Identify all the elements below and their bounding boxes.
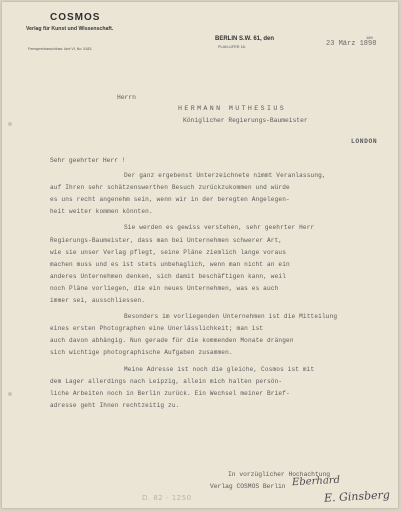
- body-line: dem Lager allerdings nach Leipzig, allein mich halten persön-: [50, 377, 283, 385]
- body-line: Der ganz ergebenst Unterzeichnete nimmt Veranlassung,: [124, 172, 326, 179]
- body-line: auch davon abhängig. Nun gerade für die kommenden Monate drängen: [50, 337, 294, 345]
- body-line: heit weiter kommen könnten.: [50, 208, 153, 216]
- body-line: liche Arbeiten noch in Berlin zurück. Ein Wechsel meiner Brief-: [50, 389, 290, 397]
- letter-closing: In vorzüglicher Hochachtung: [228, 471, 331, 478]
- recipient-name: HERMANN MUTHESIUS: [178, 105, 287, 112]
- body-line: Sie werden es gewiss verstehen, sehr geehrter Herr: [124, 224, 315, 232]
- body-line: eines ersten Photographen eine Unerlässlichkeit; man ist: [50, 325, 264, 333]
- body-line: Meine Adresse ist noch die gleiche, Cosmos ist mit: [124, 365, 315, 373]
- body-line: machen muss und es ist stets unbehaglich, wenn man nicht an ein: [50, 260, 290, 268]
- recipient-title: Königlicher Regierungs-Baumeister: [183, 117, 308, 124]
- handwritten-signature: Eberhard: [291, 474, 341, 489]
- firm-signature-line: Verlag COSMOS Berlin: [210, 483, 286, 490]
- punch-hole: [8, 122, 12, 126]
- punch-hole: [8, 392, 12, 396]
- body-line: es uns recht angenehm sein, wenn wir in der beregten Angelegen-: [50, 196, 290, 204]
- address-salutation: Herrn: [117, 94, 136, 101]
- letter-date: 23 März 1898: [326, 40, 377, 48]
- handwritten-signature-second: E. Ginsberg: [323, 488, 391, 505]
- letter-sheet: [2, 2, 398, 508]
- letterhead-street: PLAN-UFER 18.: [218, 45, 246, 49]
- letterhead-city: BERLIN S.W. 61, den: [215, 36, 275, 42]
- body-line: noch Pläne vorliegen, die ein neues Unternehmen, was es auch: [50, 284, 279, 292]
- letterhead-subtitle: Verlag für Kunst und Wissenschaft.: [26, 26, 114, 32]
- letterhead-firm: COSMOS: [50, 12, 101, 23]
- body-line: Regierungs-Baumeister, dass man bei Unternehmen schwerer Art,: [50, 236, 283, 244]
- body-line: auf Ihren sehr schätzenswerthen Besuch zurückzukommen und würde: [50, 184, 290, 192]
- body-line: wie sie unser Verlag pflegt, seine Pläne ziemlich lange voraus: [50, 248, 287, 256]
- recipient-city: LONDON: [351, 138, 378, 145]
- body-line: anderes Unternehmen denken, sich damit beschäftigen kann, weil: [50, 272, 287, 280]
- letter-greeting: Sehr geehrter Herr !: [50, 157, 126, 164]
- body-line: sich wichtige photographische Aufgaben zusammen.: [50, 349, 233, 357]
- body-line: Besonders im vorliegenden Unternehmen ist die Mitteilung: [124, 313, 338, 321]
- letterhead-phone-line: Fernsprechanschluss: Amt VI, No. 5183.: [28, 47, 93, 51]
- body-line: adresse geht Ihnen rechtzeitig zu.: [50, 401, 180, 409]
- archive-mark: D. 82 - 1250: [142, 494, 192, 502]
- letterhead-year-prefix: 189: [366, 35, 373, 40]
- body-line: immer sei, ausschliessen.: [50, 297, 146, 304]
